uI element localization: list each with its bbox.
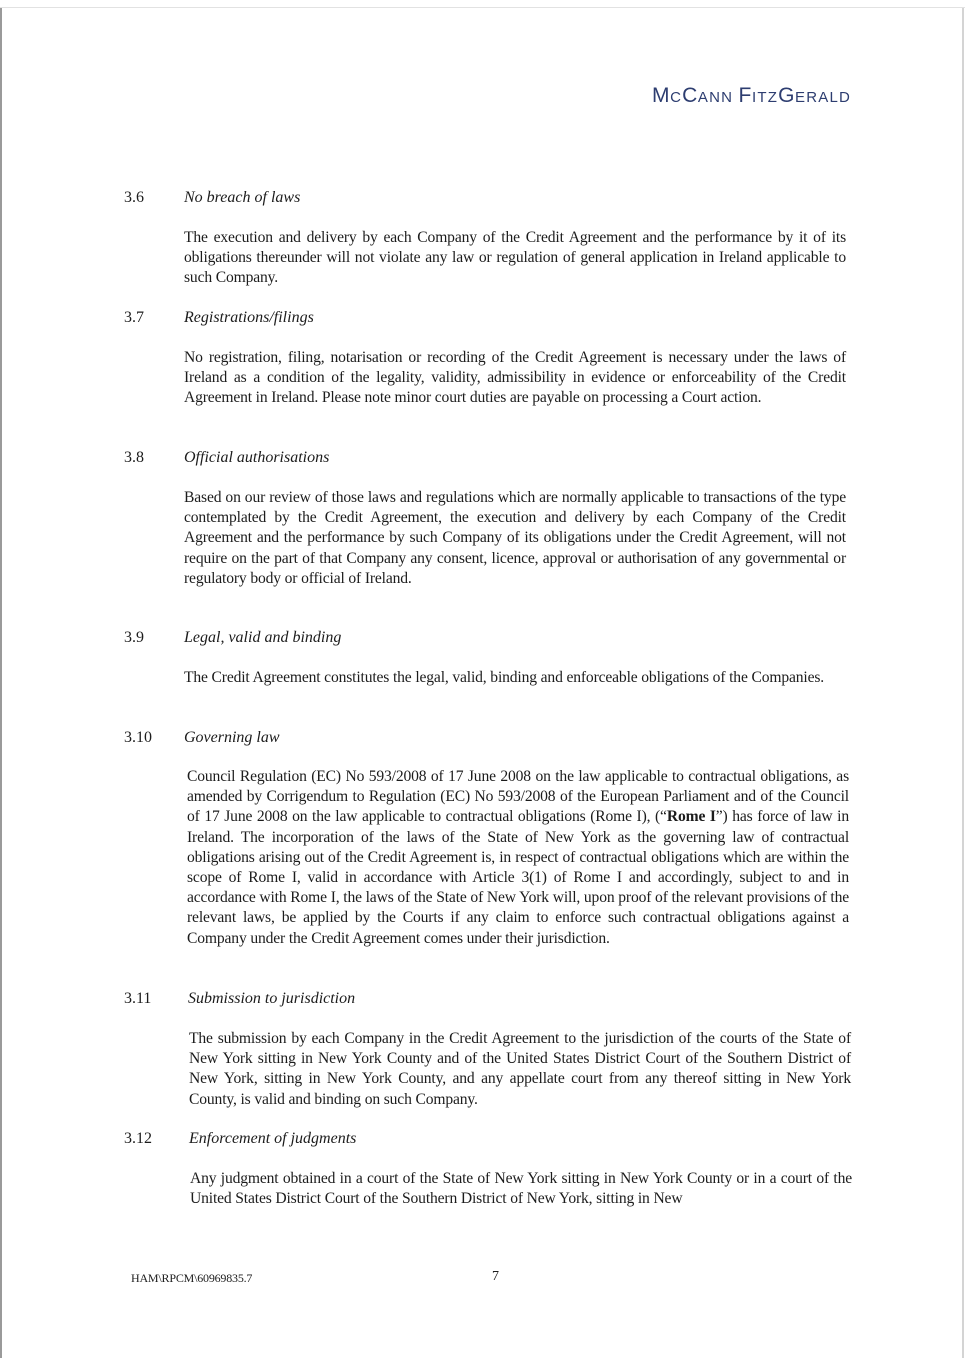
- section-body: Council Regulation (EC) No 593/2008 of 17 June 2008 on the law applicable to contractual obligations, as amended by Corrigendum to Regulation (EC) No 593/2008 of the European Parliament and of the Council of 17 June 2008 on the law applicable to contractual obligations (Rome I), (“Rome I”) has force of law in Ireland. The incorporation of the laws of the State of New York as the governing law of contractual obligations arising out of the Credit Agreement is, in respect of contractual obligations which are within the scope of Rome I, valid in accordance with Article 3(1) of Rome I and accordingly, subject to and in accordance with Rome I, the laws of the State of New York will, upon proof of the relevant provisions of the relevant laws, be applied by the Courts if any claim to enforce such contractual obligations against a Company under the Credit Agreement comes under their jurisdiction.: [187, 768, 849, 947]
- scan-edge-right: [962, 8, 964, 1358]
- section-body: Any judgment obtained in a court of the State of New York sitting in New York County or in a court of the United States District Court of the Southern District of New York, sitting in New: [190, 1170, 852, 1208]
- section-number: 3.7: [124, 309, 144, 326]
- section-title: Submission to jurisdiction: [188, 990, 356, 1007]
- section-number: 3.11: [124, 990, 152, 1007]
- section-body: The submission by each Company in the Credit Agreement to the jurisdiction of the courts of the State of New York sitting in New York County and of the United States District Court of the Southern District of New York, sitting in New York County, and any appellate court from any thereof sitting in New York County, is valid and binding on such Company.: [189, 1030, 851, 1108]
- section-body: The execution and delivery by each Company of the Credit Agreement and the performance by it of its obligations thereunder will not violate any law or regulation of general application in Ireland applicable to such Company.: [184, 229, 846, 287]
- section-body: The Credit Agreement constitutes the legal, valid, binding and enforceable obligations of the Companies.: [184, 669, 825, 686]
- document-reference: HAM\RPCM\60969835.7: [131, 1271, 253, 1285]
- section-title: Enforcement of judgments: [189, 1130, 357, 1147]
- section-title: Legal, valid and binding: [184, 629, 342, 646]
- page-number: 7: [492, 1269, 499, 1284]
- section-number: 3.6: [124, 189, 144, 206]
- section-title: Registrations/filings: [184, 309, 314, 326]
- section-body: No registration, filing, notarisation or recording of the Credit Agreement is necessary under the laws of Ireland as a condition of the legality, validity, admissibility in evidence or enforceability of the Credit Agreement in Ireland. Please note minor court duties are payable on processing a Court action.: [184, 349, 846, 407]
- scan-edge-left: [0, 8, 2, 1358]
- section-number: 3.10: [124, 729, 152, 746]
- firm-logo: MCCANN FITZGERALD: [652, 84, 852, 107]
- section-number: 3.9: [124, 629, 144, 646]
- section-title: No breach of laws: [184, 189, 301, 206]
- defined-term: Rome I: [666, 808, 716, 826]
- section-title: Governing law: [184, 729, 280, 746]
- section-number: 3.12: [124, 1130, 152, 1147]
- section-title: Official authorisations: [184, 449, 330, 466]
- section-number: 3.8: [124, 449, 144, 466]
- section-body: Based on our review of those laws and regulations which are normally applicable to transactions of the type contemplated by the Credit Agreement, the execution and delivery by each Company of the Credit Agreement and the performance by such Company of its obligations under the Credit Agreement, will not require on the part of that Company any consent, licence, approval or authorisation of any governmental or regulatory body or official of Ireland.: [184, 489, 846, 587]
- scan-edge-top: [0, 7, 965, 8]
